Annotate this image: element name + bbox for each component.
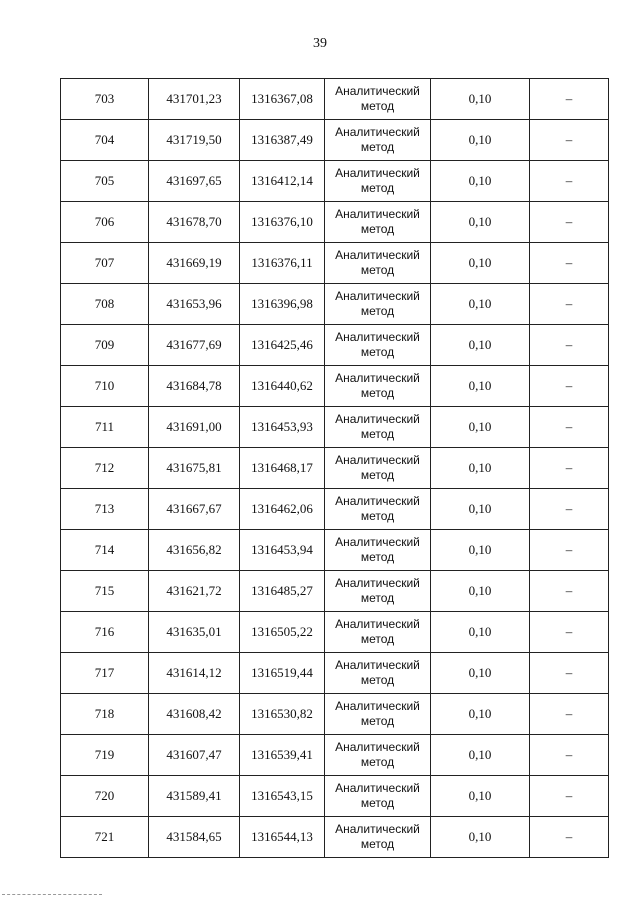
accuracy-cell: 0,10 [431, 571, 530, 612]
note-cell: – [530, 448, 609, 489]
table-row [61, 407, 609, 448]
note-cell: – [530, 612, 609, 653]
note-cell: – [530, 366, 609, 407]
x-coordinate-cell: 431584,65 [149, 817, 240, 858]
method-cell [325, 776, 431, 817]
x-coordinate-cell: 431635,01 [149, 612, 240, 653]
note-cell: – [530, 407, 609, 448]
x-coordinate-cell: 431719,50 [149, 120, 240, 161]
table-row [61, 653, 609, 694]
x-coordinate-cell: 431653,96 [149, 284, 240, 325]
accuracy-cell: 0,10 [431, 325, 530, 366]
y-coordinate-cell: 1316539,41 [240, 735, 325, 776]
point-number-cell: 710 [61, 366, 149, 407]
method-cell [325, 202, 431, 243]
table-row [61, 366, 609, 407]
point-number-cell: 717 [61, 653, 149, 694]
y-coordinate-cell: 1316462,06 [240, 489, 325, 530]
accuracy-cell: 0,10 [431, 694, 530, 735]
table-row [61, 489, 609, 530]
table-row [61, 243, 609, 284]
method-cell [325, 243, 431, 284]
x-coordinate-cell: 431656,82 [149, 530, 240, 571]
note-cell: – [530, 571, 609, 612]
y-coordinate-cell: 1316412,14 [240, 161, 325, 202]
accuracy-cell: 0,10 [431, 530, 530, 571]
page-number: 39 [313, 36, 327, 51]
y-coordinate-cell: 1316468,17 [240, 448, 325, 489]
accuracy-cell: 0,10 [431, 79, 530, 120]
table-row [61, 817, 609, 858]
method-text: Аналитический метод [335, 576, 420, 605]
point-number-cell: 721 [61, 817, 149, 858]
x-coordinate-cell: 431669,19 [149, 243, 240, 284]
method-cell [325, 530, 431, 571]
x-coordinate-cell: 431614,12 [149, 653, 240, 694]
table-row [61, 448, 609, 489]
table-row [61, 571, 609, 612]
x-coordinate-cell: 431675,81 [149, 448, 240, 489]
method-text: Аналитический метод [335, 617, 420, 646]
method-cell [325, 407, 431, 448]
method-text: Аналитический метод [335, 658, 420, 687]
x-coordinate-cell: 431608,42 [149, 694, 240, 735]
method-text: Аналитический метод [335, 740, 420, 769]
point-number-cell: 716 [61, 612, 149, 653]
y-coordinate-cell: 1316453,93 [240, 407, 325, 448]
method-cell [325, 489, 431, 530]
method-text: Аналитический метод [335, 371, 420, 400]
point-number-cell: 709 [61, 325, 149, 366]
x-coordinate-cell: 431701,23 [149, 79, 240, 120]
method-text: Аналитический метод [335, 207, 420, 236]
point-number-cell: 718 [61, 694, 149, 735]
y-coordinate-cell: 1316440,62 [240, 366, 325, 407]
note-cell: – [530, 776, 609, 817]
table-row [61, 776, 609, 817]
point-number-cell: 720 [61, 776, 149, 817]
table-row [61, 120, 609, 161]
point-number-cell: 706 [61, 202, 149, 243]
table-row [61, 202, 609, 243]
point-number-cell: 705 [61, 161, 149, 202]
note-cell: – [530, 120, 609, 161]
x-coordinate-cell: 431621,72 [149, 571, 240, 612]
x-coordinate-cell: 431697,65 [149, 161, 240, 202]
x-coordinate-cell: 431589,41 [149, 776, 240, 817]
accuracy-cell: 0,10 [431, 284, 530, 325]
method-text: Аналитический метод [335, 412, 420, 441]
y-coordinate-cell: 1316543,15 [240, 776, 325, 817]
point-number-cell: 719 [61, 735, 149, 776]
accuracy-cell: 0,10 [431, 653, 530, 694]
method-cell [325, 612, 431, 653]
footer-mark [2, 894, 102, 897]
accuracy-cell: 0,10 [431, 817, 530, 858]
y-coordinate-cell: 1316485,27 [240, 571, 325, 612]
point-number-cell: 707 [61, 243, 149, 284]
note-cell: – [530, 530, 609, 571]
x-coordinate-cell: 431667,67 [149, 489, 240, 530]
y-coordinate-cell: 1316425,46 [240, 325, 325, 366]
coordinates-table-body [61, 79, 609, 858]
method-cell [325, 571, 431, 612]
y-coordinate-cell: 1316505,22 [240, 612, 325, 653]
y-coordinate-cell: 1316519,44 [240, 653, 325, 694]
note-cell: – [530, 243, 609, 284]
method-cell [325, 694, 431, 735]
point-number-cell: 708 [61, 284, 149, 325]
x-coordinate-cell: 431677,69 [149, 325, 240, 366]
point-number-cell: 715 [61, 571, 149, 612]
note-cell: – [530, 325, 609, 366]
method-cell [325, 366, 431, 407]
method-cell [325, 735, 431, 776]
note-cell: – [530, 694, 609, 735]
method-text: Аналитический метод [335, 453, 420, 482]
method-text: Аналитический метод [335, 781, 420, 810]
accuracy-cell: 0,10 [431, 202, 530, 243]
note-cell: – [530, 284, 609, 325]
accuracy-cell: 0,10 [431, 161, 530, 202]
y-coordinate-cell: 1316530,82 [240, 694, 325, 735]
method-cell [325, 284, 431, 325]
point-number-cell: 712 [61, 448, 149, 489]
y-coordinate-cell: 1316453,94 [240, 530, 325, 571]
accuracy-cell: 0,10 [431, 366, 530, 407]
table-row [61, 325, 609, 366]
method-text: Аналитический метод [335, 166, 420, 195]
note-cell: – [530, 489, 609, 530]
accuracy-cell: 0,10 [431, 407, 530, 448]
x-coordinate-cell: 431607,47 [149, 735, 240, 776]
table-row [61, 284, 609, 325]
table-row [61, 161, 609, 202]
accuracy-cell: 0,10 [431, 735, 530, 776]
method-cell [325, 79, 431, 120]
accuracy-cell: 0,10 [431, 776, 530, 817]
method-text: Аналитический метод [335, 535, 420, 564]
method-text: Аналитический метод [335, 699, 420, 728]
y-coordinate-cell: 1316544,13 [240, 817, 325, 858]
method-text: Аналитический метод [335, 289, 420, 318]
method-cell [325, 325, 431, 366]
method-text: Аналитический метод [335, 494, 420, 523]
accuracy-cell: 0,10 [431, 120, 530, 161]
method-text: Аналитический метод [335, 248, 420, 277]
method-text: Аналитический метод [335, 125, 420, 154]
y-coordinate-cell: 1316376,11 [240, 243, 325, 284]
note-cell: – [530, 79, 609, 120]
note-cell: – [530, 161, 609, 202]
method-cell [325, 161, 431, 202]
y-coordinate-cell: 1316367,08 [240, 79, 325, 120]
accuracy-cell: 0,10 [431, 612, 530, 653]
method-cell [325, 120, 431, 161]
note-cell: – [530, 735, 609, 776]
table-row [61, 612, 609, 653]
accuracy-cell: 0,10 [431, 448, 530, 489]
point-number-cell: 704 [61, 120, 149, 161]
note-cell: – [530, 202, 609, 243]
point-number-cell: 713 [61, 489, 149, 530]
method-text: Аналитический метод [335, 822, 420, 851]
y-coordinate-cell: 1316387,49 [240, 120, 325, 161]
point-number-cell: 711 [61, 407, 149, 448]
note-cell: – [530, 817, 609, 858]
table-row [61, 735, 609, 776]
table-row [61, 694, 609, 735]
method-cell [325, 653, 431, 694]
method-cell [325, 448, 431, 489]
x-coordinate-cell: 431678,70 [149, 202, 240, 243]
accuracy-cell: 0,10 [431, 489, 530, 530]
accuracy-cell: 0,10 [431, 243, 530, 284]
table-row [61, 79, 609, 120]
point-number-cell: 703 [61, 79, 149, 120]
x-coordinate-cell: 431691,00 [149, 407, 240, 448]
method-text: Аналитический метод [335, 84, 420, 113]
y-coordinate-cell: 1316376,10 [240, 202, 325, 243]
coordinates-table [60, 78, 609, 858]
y-coordinate-cell: 1316396,98 [240, 284, 325, 325]
method-cell [325, 817, 431, 858]
point-number-cell: 714 [61, 530, 149, 571]
method-text: Аналитический метод [335, 330, 420, 359]
x-coordinate-cell: 431684,78 [149, 366, 240, 407]
table-row [61, 530, 609, 571]
note-cell: – [530, 653, 609, 694]
